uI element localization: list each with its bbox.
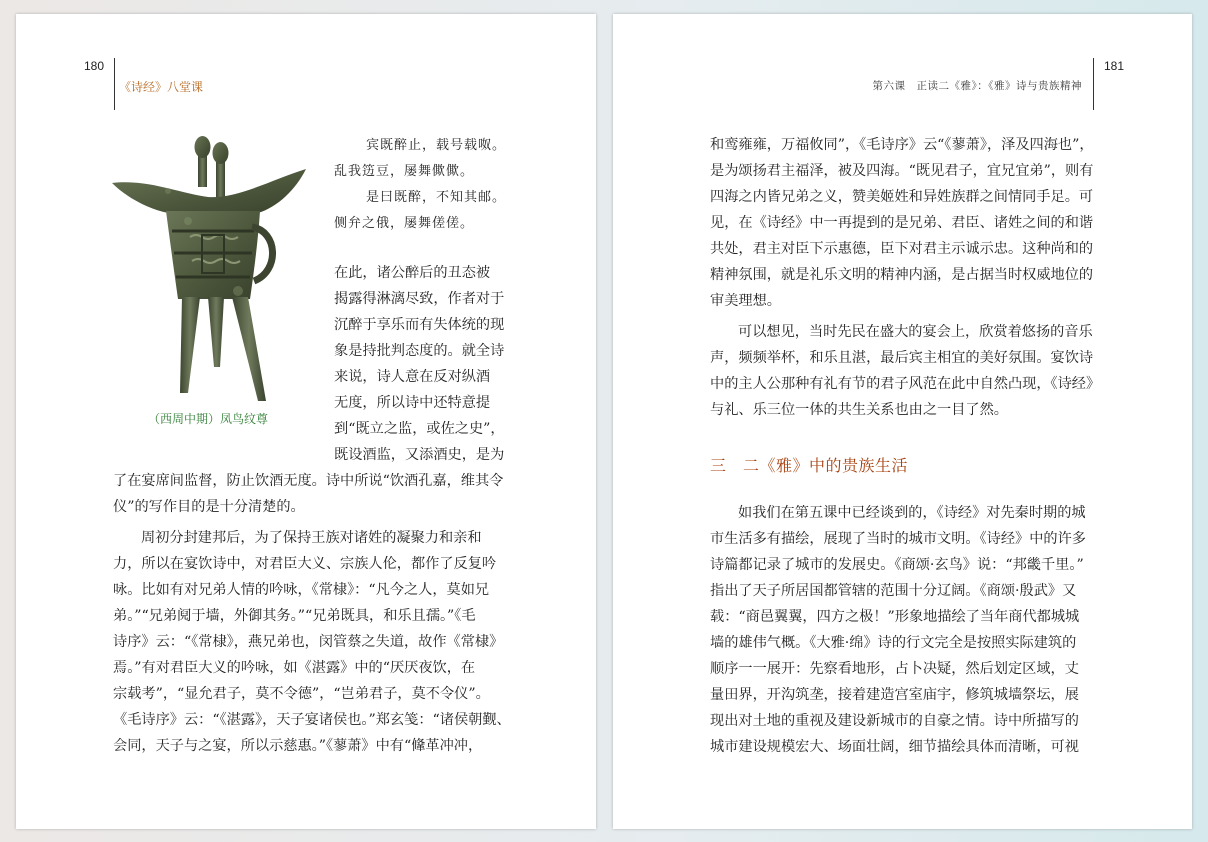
body-line: 和鸾雍雍，万福攸同”，《毛诗序》云“《蓼萧》，泽及四海也”， [710, 137, 1094, 153]
body-line: 无度，所以诗中还特意提 [334, 395, 491, 411]
body-line: 宗载考”，“显允君子，莫不令德”，“岂弟君子，莫不令仪”。 [113, 686, 490, 702]
body-line: 如我们在第五课中已经谈到的，《诗经》对先秦时期的城 [738, 505, 1086, 521]
body-line: 中的主人公那种有礼有节的君子风范在此中自然凸现，《诗经》 [710, 376, 1101, 392]
body-line: 咏。比如有对兄弟人情的吟咏，《常棣》：“凡今之人，莫如兄 [113, 582, 490, 598]
body-line: 象是持批判态度的。就全诗 [334, 343, 505, 359]
body-line: 周初分封建邦后，为了保持王族对诸姓的凝聚力和亲和 [141, 530, 482, 546]
section-heading: 三 二《雅》中的贵族生活 [710, 458, 909, 475]
body-line: 声，频频举杯，和乐且湛，最后宾主相宜的美好氛围。宴饮诗 [710, 350, 1094, 366]
body-line: 可以想见，当时先民在盛大的宴会上，欣赏着悠扬的音乐 [738, 324, 1093, 340]
page-number: 180 [84, 59, 105, 73]
body-line: 来说，诗人意在反对纵酒 [334, 369, 491, 385]
running-head: 《诗经》八堂课 [119, 80, 204, 94]
body-line: 指出了天子所居国都管辖的范围十分辽阔。《商颂·殷武》又 [710, 583, 1077, 599]
body-line: 仪”的写作目的是十分清楚的。 [113, 499, 305, 515]
bronze-vessel-image [108, 131, 308, 403]
body-line: 精神氛围，就是礼乐文明的精神内涵，是占据当时权威地位的 [710, 267, 1094, 283]
running-head: 第六课 正读二《雅》：《雅》诗与贵族精神 [872, 80, 1082, 92]
body-line: 墙的雄伟气概。《大雅·绵》诗的行文完全是按照实际建筑的 [710, 635, 1077, 651]
header-rule [1093, 58, 1094, 110]
body-line: 了在宴席间监督，防止饮酒无度。诗中所说“饮酒孔嘉，维其令 [113, 473, 504, 489]
header-rule [114, 58, 115, 110]
body-line: 既设酒监，又添酒史，是为 [334, 447, 505, 463]
body-line: 到“既立之监，或佐之史”， [334, 421, 505, 437]
body-line: 力，所以在宴饮诗中，对君臣大义、宗族人伦，都作了反复吟 [113, 556, 497, 572]
body-line: 在此，诸公醉后的丑态被 [334, 265, 491, 281]
body-line: 诗序》云：“《常棣》，燕兄弟也，闵管蔡之失道，故作《常棣》 [113, 634, 504, 650]
body-line: 量田界，开沟筑垄，接着建造宫室庙宇，修筑城墙祭坛，展 [710, 687, 1079, 703]
body-line: 揭露得淋漓尽致，作者对于 [334, 291, 505, 307]
left-page [16, 14, 596, 829]
body-line: 是为颂扬君主福泽，被及四海。“既见君子，宜兄宜弟”，则有 [710, 163, 1094, 179]
body-line: 四海之内皆兄弟之义，赞美姬姓和异姓族群之间情同手足。可 [710, 189, 1094, 205]
poem-line: 侧弁之俄，屡舞傞傞。 [334, 216, 475, 231]
poem-line: 宾既醉止，载号载呶。 [366, 138, 507, 153]
body-line: 现出对土地的重视及建设新城市的自豪之情。诗中所描写的 [710, 713, 1079, 729]
body-line: 与礼、乐三位一体的共生关系也由之一目了然。 [710, 402, 1008, 418]
right-page [613, 14, 1192, 829]
body-line: 弟。”“兄弟阋于墙，外御其务。”“兄弟既具，和乐且孺。”《毛 [113, 608, 476, 624]
page-number: 181 [1104, 59, 1125, 73]
poem-line: 乱我笾豆，屡舞僛僛。 [334, 164, 475, 179]
body-line: 见，在《诗经》中一再提到的是兄弟、君臣、诸姓之间的和谐 [710, 215, 1094, 231]
body-line: 会同，天子与之宴，所以示慈惠。”《蓼萧》中有“鞗革冲冲， [113, 738, 483, 754]
body-line: 市生活多有描绘，展现了当时的城市文明。《诗经》中的许多 [710, 531, 1086, 547]
body-line: 沉醉于享乐而有失体统的现 [334, 317, 505, 333]
body-line: 城市建设规模宏大、场面壮阔，细节描绘具体而清晰，可视 [710, 739, 1079, 755]
body-line: 载：“商邑翼翼，四方之极！”形象地描绘了当年商代都城城 [710, 609, 1080, 625]
body-line: 审美理想。 [710, 293, 781, 309]
body-line: 焉。”有对君臣大义的吟咏，如《湛露》中的“厌厌夜饮，在 [113, 660, 476, 676]
body-line: 顺序一一展开：先察看地形，占卜决疑，然后划定区域，丈 [710, 661, 1079, 677]
body-line: 诗篇都记录了城市的发展史。《商颂·玄鸟》说：“邦畿千里。” [710, 557, 1084, 573]
body-line: 《毛诗序》云：“《湛露》，天子宴诸侯也。”郑玄笺：“诸侯朝觐、 [113, 712, 511, 728]
image-caption: （西周中期）凤鸟纹尊 [148, 412, 269, 426]
body-line: 共处，君主对臣下示惠德，臣下对君主示诚示忠。这种尚和的 [710, 241, 1094, 257]
poem-line: 是曰既醉，不知其邮。 [366, 190, 507, 205]
